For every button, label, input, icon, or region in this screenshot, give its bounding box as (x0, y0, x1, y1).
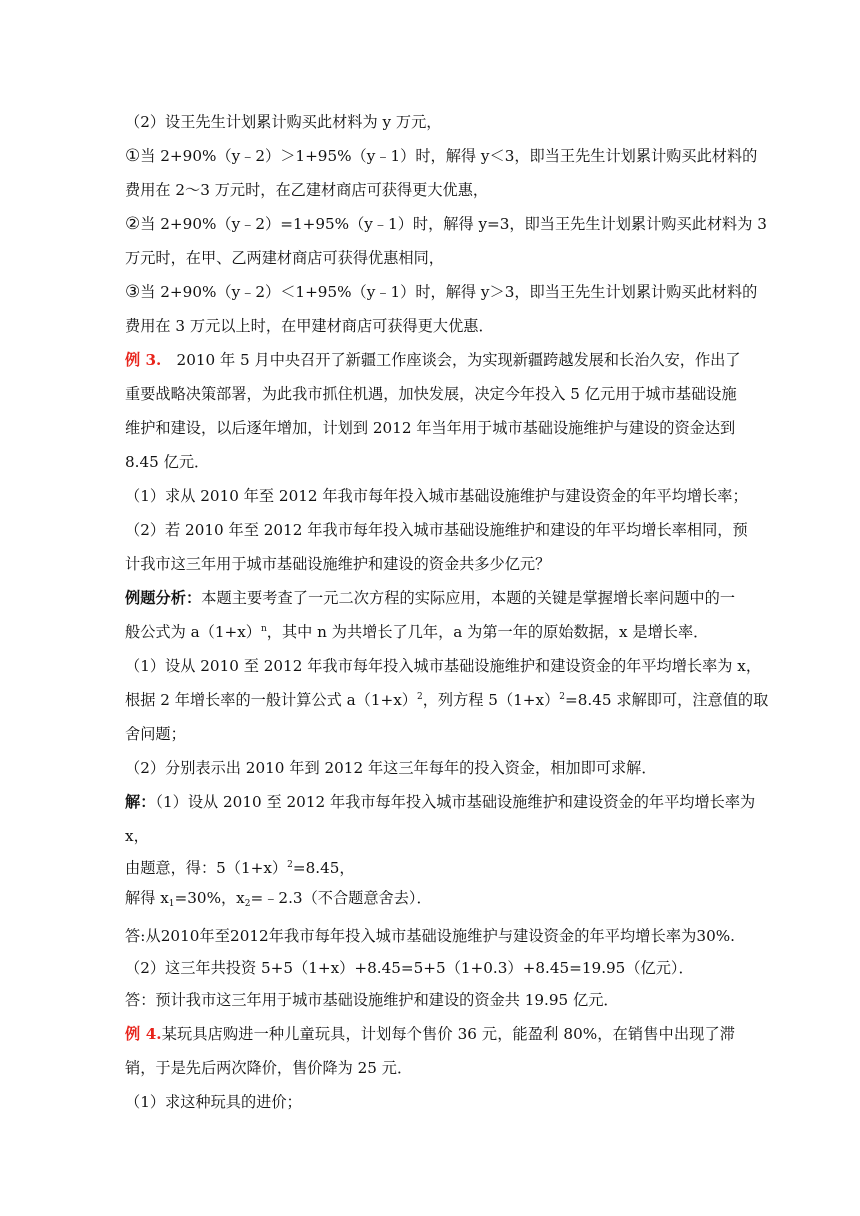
line-analysis-1-cont: 根据 2 年增长率的一般计算公式 $a(1+x)^2$，列方程 $5(1+x)^2=8.45$ 求解即可，注意值的取 (125, 691, 769, 709)
line-question2: （2）若 2010 年至 2012 年我市每年投入城市基础设施维护和建设的年平均增长率相同，预 (125, 521, 748, 539)
line-case1-cont: 费用在 2～3 万元时，在乙建材商店可获得更大优惠， (125, 181, 489, 199)
line-solution-cont: x， (125, 827, 149, 845)
line-case3: ③当 2+90%（y﹣2）＜1+95%（y﹣1）时，解得 y＞3，即当王先生计划累计购买此材料的 (125, 282, 758, 302)
line-analysis-1: （1）设从 2010 至 2012 年我市每年投入城市基础设施维护和建设资金的年平均增长率为 x， (125, 657, 762, 675)
line-example4-body: 销，于是先后两次降价，售价降为 25 元． (125, 1059, 413, 1077)
line-equation: 由题意，得：$5(1+x)^2=8.45$， (125, 859, 355, 877)
line-solution: 解：（1）设从 2010 至 2012 年我市每年投入城市基础设施维护和建设资金的年平均增长率为 (125, 793, 756, 811)
circled-1-marker: ① (125, 146, 141, 166)
line-case2-cont: 万元时，在甲、乙两建材商店可获得优惠相同， (125, 249, 444, 267)
line-analysis-1-end: 舍问题； (125, 725, 186, 743)
solution-label: 解： (125, 793, 156, 811)
line-analysis-2: （2）分别表示出 2010 年到 2012 年这三年每年的投入资金，相加即可求解． (125, 759, 657, 777)
line-case3-cont: 费用在 3 万元以上时，在甲建材商店可获得更大优惠． (125, 317, 494, 335)
circled-3-marker: ③ (125, 282, 141, 302)
line-solution-2: （2）这三年共投资 5+5（1+x）+8.45=5+5（1+0.3）+8.45=19.95（亿元）． (125, 959, 694, 977)
circled-2-marker: ② (125, 214, 141, 234)
line-part2-setup: （2）设王先生计划累计购买此材料为 y 万元， (125, 113, 442, 131)
line-answer-1: 答:从2010年至2012年我市每年投入城市基础设施维护与建设资金的年平均增长率为30%. (125, 927, 735, 945)
example-4-label: 例 4. (125, 1025, 162, 1043)
line-example4-question1: （1）求这种玩具的进价； (125, 1093, 302, 1111)
analysis-label: 例题分析： (125, 589, 202, 607)
line-example3-body: 重要战略决策部署，为此我市抓住机遇，加快发展，决定今年投入 5 亿元用于城市基础设施 (125, 385, 737, 403)
line-roots: 解得 $x_1=30\%$，$x_2=﹣2.3$（不合题意舍去）． (125, 889, 432, 909)
line-example3-body: 维护和建设，以后逐年增加，计划到 2012 年当年用于城市基础设施维护与建设的资金达到 (125, 419, 736, 437)
line-analysis: 例题分析：本题主要考查了一元二次方程的实际应用，本题的关键是掌握增长率问题中的一 (125, 589, 736, 607)
line-question2-cont: 计我市这三年用于城市基础设施维护和建设的资金共多少亿元？ (125, 555, 551, 573)
line-question1: （1）求从 2010 年至 2012 年我市每年投入城市基础设施维护与建设资金的年平均增长率； (125, 487, 748, 505)
line-example3-title: 例 3. 2010 年 5 月中央召开了新疆工作座谈会，为实现新疆跨越发展和长治久安，作出了 (125, 351, 741, 369)
line-case1: ①当 2+90%（y﹣2）＞1+95%（y﹣1）时，解得 y＜3，即当王先生计划累计购买此材料的 (125, 146, 758, 166)
line-case2: ②当 2+90%（y﹣2）=1+95%（y﹣1）时，解得 y=3，即当王先生计划累计购买此材料为 3 (125, 214, 767, 234)
line-answer-2: 答：预计我市这三年用于城市基础设施维护和建设的资金共 19.95 亿元． (125, 991, 619, 1009)
line-example4-title: 例 4.某玩具店购进一种儿童玩具，计划每个售价 36 元，能盈利 80%，在销售中出现了滞 (125, 1025, 735, 1043)
example-3-label: 例 3. (125, 351, 162, 369)
line-analysis-formula: 般公式为 $a(1+x)^n$，其中 n 为共增长了几年，a 为第一年的原始数据，x 是增长率． (125, 623, 709, 641)
line-example3-body: 8.45 亿元． (125, 453, 210, 471)
